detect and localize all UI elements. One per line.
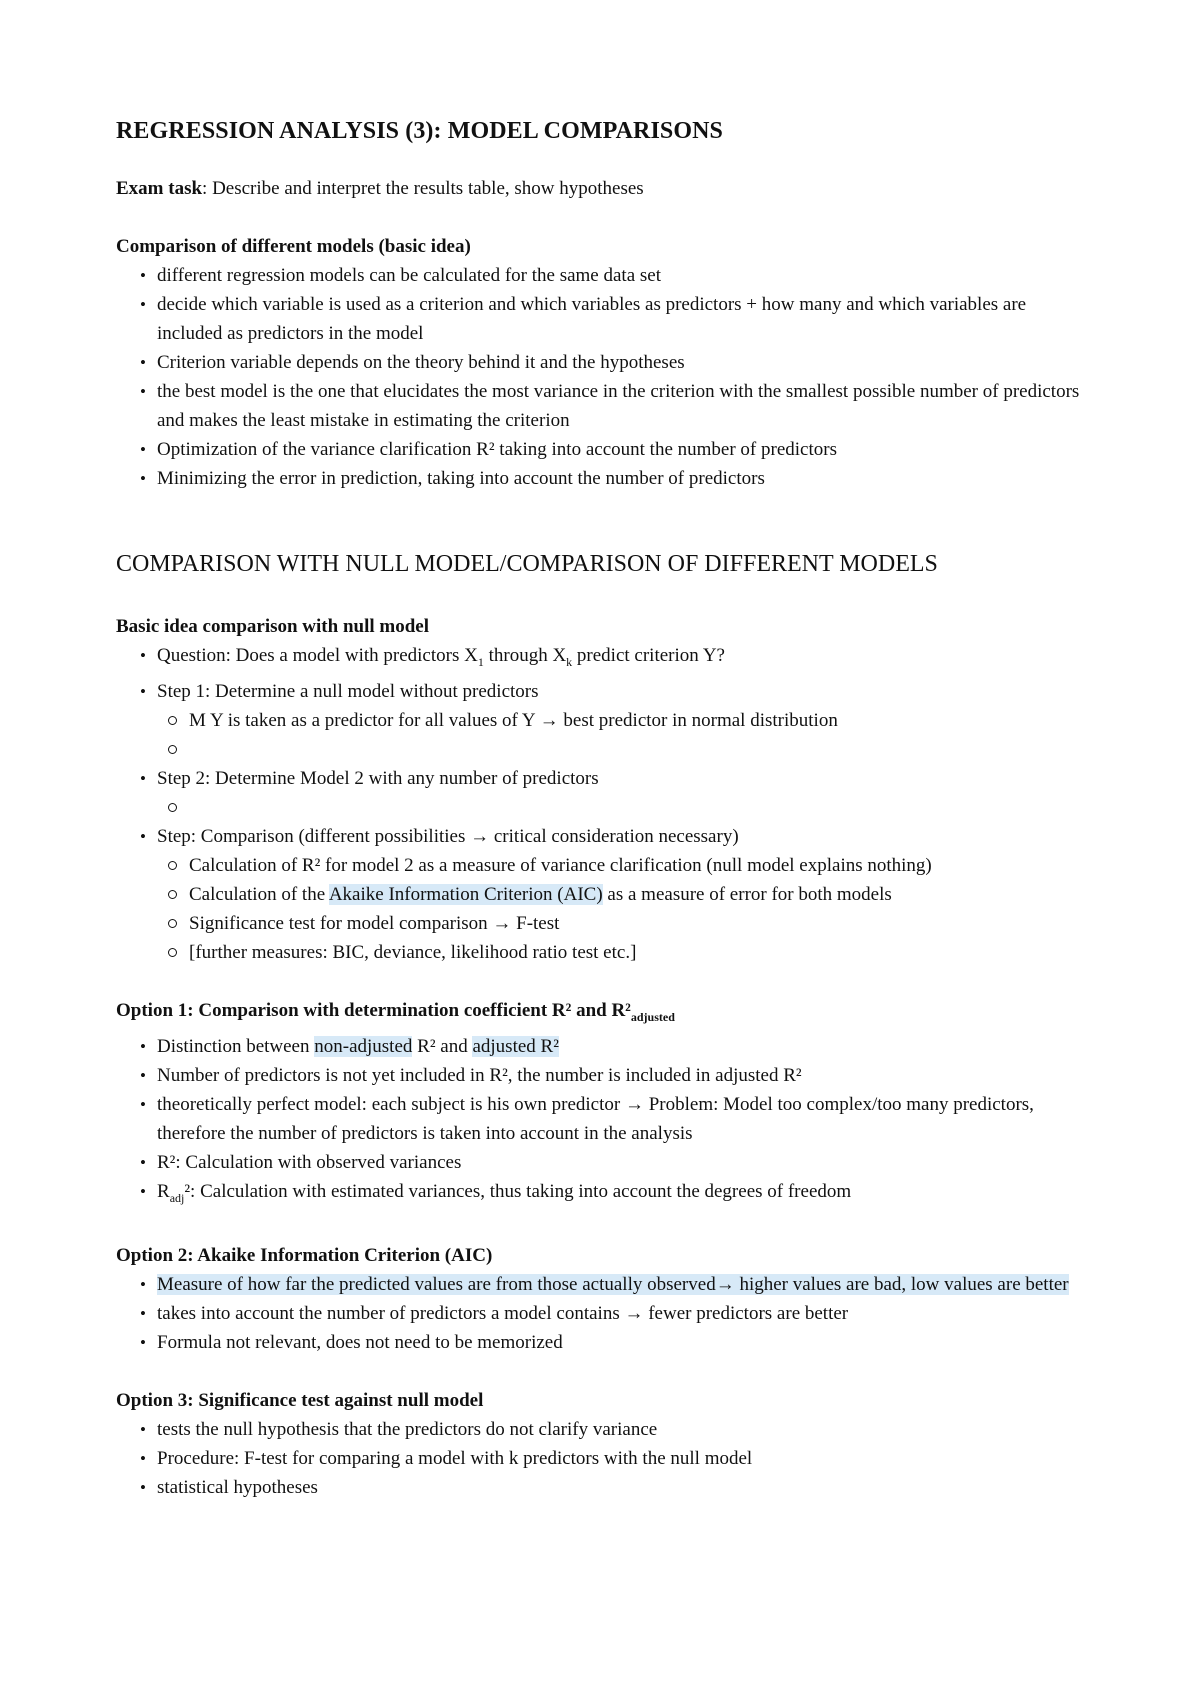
section-heading: COMPARISON WITH NULL MODEL/COMPARISON OF DIFFERENT MODELS [116, 551, 938, 577]
list-item: • Formula not relevant, does not need to be memorized [116, 1328, 1096, 1357]
list-item: • $R_{adj}^2$: Calculation with estimated variances, thus taking into account the degrees of freedom [116, 1177, 1096, 1213]
option2-section [116, 1241, 1096, 1357]
option1-list [116, 1032, 1096, 1213]
list-item: • Criterion variable depends on the theory behind it and the hypotheses [116, 348, 1096, 377]
option1-heading: Option 1: Comparison with determination coefficient R² and $R^2_{adjusted}$ [116, 999, 675, 1024]
list-item: • Distinction between non-adjusted R² and adjusted R² [116, 1032, 1096, 1061]
basic-idea-list [116, 261, 1096, 493]
sub-list-item: [further measures: BIC, deviance, likelihood ratio test etc.] [157, 938, 1096, 967]
sub-list-item: Calculation of the Akaike Information Criterion (AIC) as a measure of error for both models [157, 880, 1096, 909]
option1-section [116, 996, 1096, 1213]
option2-list [116, 1270, 1096, 1357]
exam-task-label: Exam task [116, 178, 203, 199]
list-item: • Number of predictors is not yet included in R², the number is included in adjusted R² [116, 1061, 1096, 1090]
sub-list [157, 851, 1096, 967]
sub-list-item: Calculation of R² for model 2 as a measure of variance clarification (null model explains nothing) [157, 851, 1096, 880]
highlight-adjusted: adjusted R² [472, 1035, 559, 1057]
list-item: • R²: Calculation with observed variances [116, 1148, 1096, 1177]
document-content [116, 118, 1096, 1531]
page-title: REGRESSION ANALYSIS (3): MODEL COMPARISONS [116, 118, 723, 144]
list-item: • Step: Comparison (different possibilities → critical consideration necessary) Calculation of R² for model 2 as a measure of variance clarification (null model explains nothing) Calculation of the Akaike Information Criterion (AIC) as a measure of error for both models Significance test for model comparison → F-test [further measures: BIC, deviance, likelihood ratio test etc.] [116, 822, 1096, 967]
list-item: • takes into account the number of predictors a model contains → fewer predictors are better [116, 1299, 1096, 1328]
option3-heading: Option 3: Significance test against null model [116, 1390, 484, 1412]
highlight-aic-measure: Measure of how far the predicted values are from those actually observed→ higher values are bad, low values are better [157, 1274, 1069, 1296]
option3-list [116, 1415, 1096, 1502]
option2-heading: Option 2: Akaike Information Criterion (AIC) [116, 1245, 493, 1267]
list-item: • tests the null hypothesis that the predictors do not clarify variance [116, 1415, 1096, 1444]
list-item: • statistical hypotheses [116, 1473, 1096, 1502]
sub-list-item-empty [157, 735, 1096, 764]
list-item: • decide which variable is used as a criterion and which variables as predictors + how many and which variables are included as predictors in the model [116, 290, 1096, 348]
list-item [116, 1270, 1096, 1299]
exam-task-text: : Describe and interpret the results table, show hypotheses [202, 178, 644, 199]
sub-list-item-empty [157, 793, 1096, 822]
null-model-section [116, 612, 1096, 967]
sub-list-item: M Y is taken as a predictor for all values of Y → best predictor in normal distribution [157, 706, 1096, 735]
list-item: • Step 2: Determine Model 2 with any number of predictors [116, 764, 1096, 822]
list-item: • different regression models can be calculated for the same data set [116, 261, 1096, 290]
sub-list-item: Significance test for model comparison → F-test [157, 909, 1096, 938]
highlight-aic: Akaike Information Criterion (AIC) [328, 883, 603, 905]
highlight-non-adjusted: non-adjusted [314, 1035, 413, 1057]
list-item: • Procedure: F-test for comparing a model with k predictors with the null model [116, 1444, 1096, 1473]
list-item: • Optimization of the variance clarification R² taking into account the number of predictors [116, 435, 1096, 464]
list-item: • Minimizing the error in prediction, taking into account the number of predictors [116, 464, 1096, 493]
null-model-heading: Basic idea comparison with null model [116, 616, 429, 637]
sub-list [157, 793, 1096, 822]
list-item: • theoretically perfect model: each subject is his own predictor → Problem: Model too complex/too many predictors, therefore the number of predictors is taken into account in the analysis [116, 1090, 1096, 1148]
list-item: • Step 1: Determine a null model without predictors M Y is taken as a predictor for all values of Y → best predictor in normal distribution [116, 677, 1096, 764]
list-item: • Question: Does a model with predictors $X_1$ through $X_k$ predict criterion Y? [116, 641, 1096, 677]
exam-task [116, 174, 1096, 203]
basic-idea-heading: Comparison of different models (basic idea) [116, 236, 471, 257]
option3-section [116, 1386, 1096, 1502]
sub-list [157, 706, 1096, 764]
null-model-list [116, 641, 1096, 967]
basic-idea-section [116, 232, 1096, 493]
list-item: • the best model is the one that elucidates the most variance in the criterion with the smallest possible number of predictors and makes the least mistake in estimating the criterion [116, 377, 1096, 435]
